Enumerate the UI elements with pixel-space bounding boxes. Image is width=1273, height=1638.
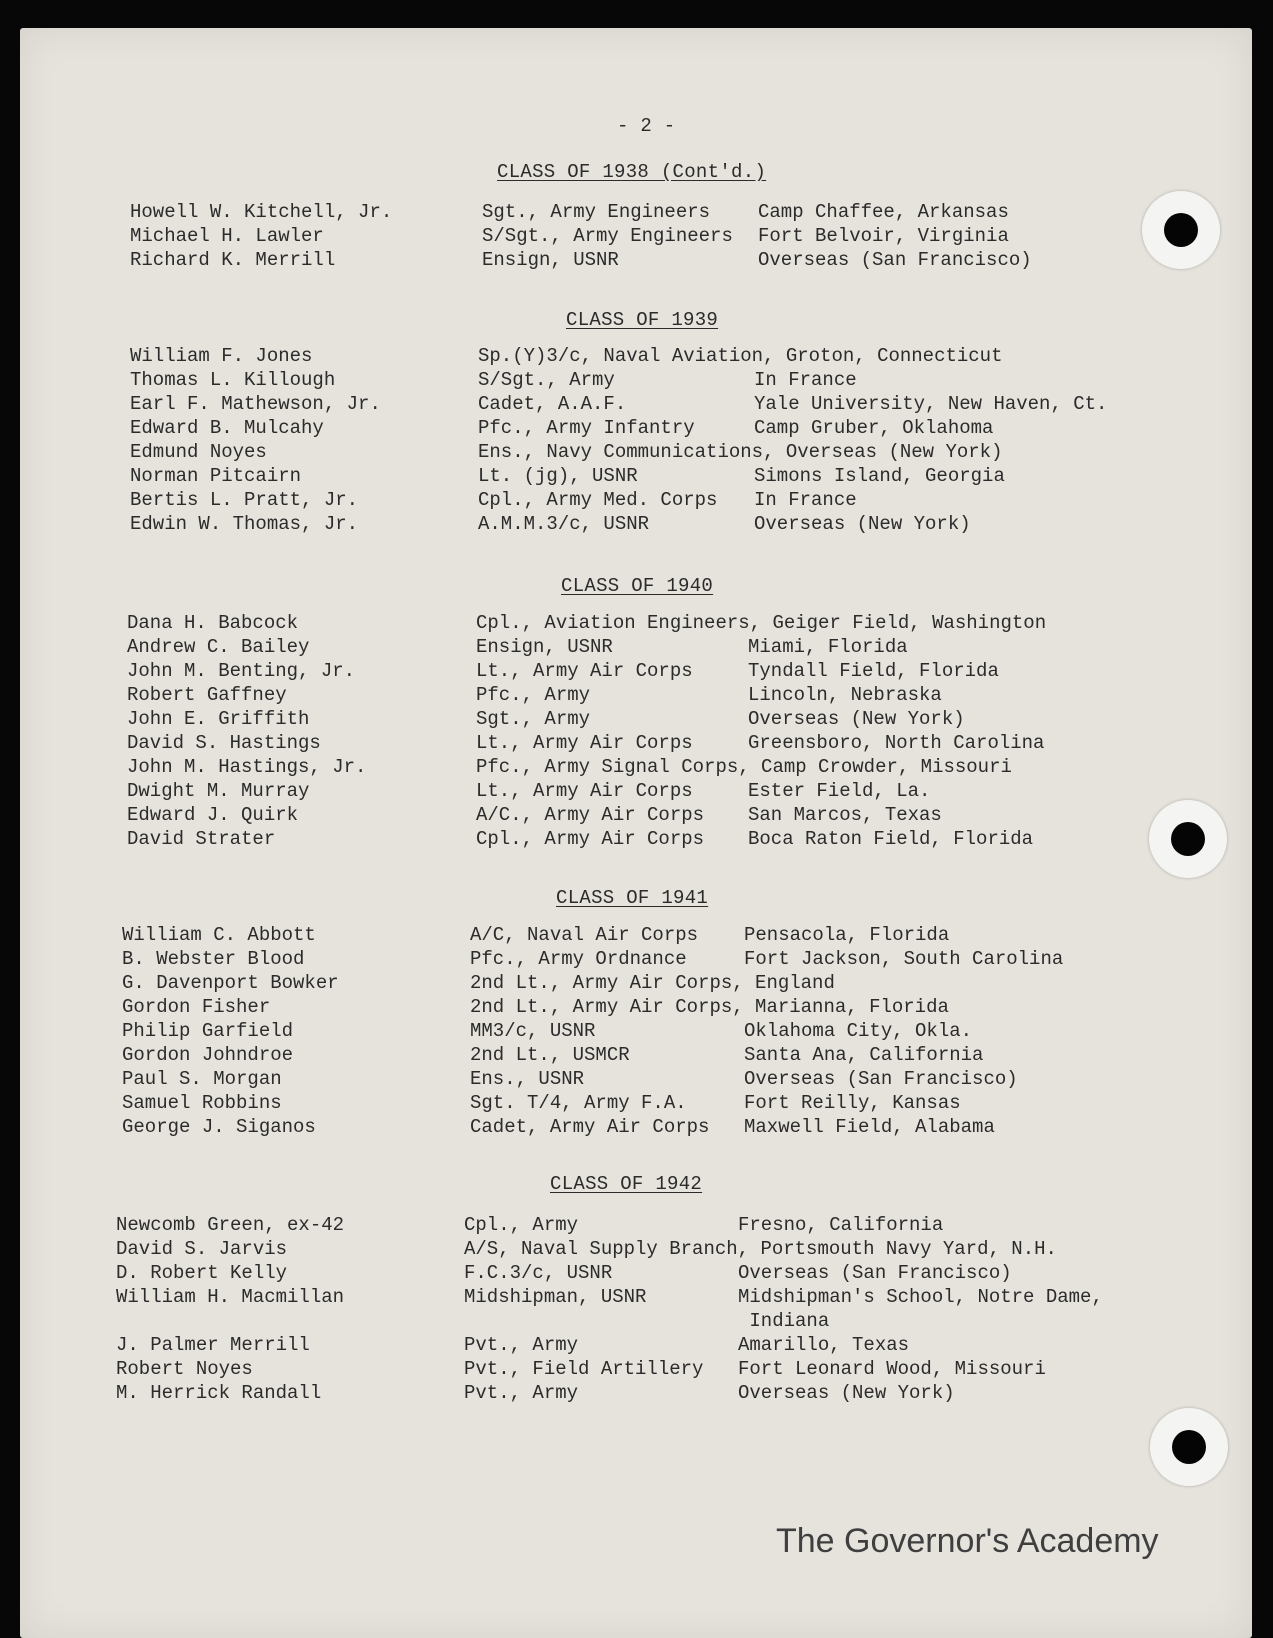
alumni-row — [0, 513, 1200, 537]
alumni-name: David S. Jarvis — [116, 1238, 288, 1260]
alumni-location: Simons Island, Georgia — [754, 465, 1005, 487]
alumni-row — [0, 201, 1200, 225]
alumni-name: John M. Benting, Jr. — [127, 660, 356, 682]
alumni-location: Fresno, California — [738, 1214, 944, 1236]
alumni-location: Camp Chaffee, Arkansas — [758, 201, 1009, 223]
alumni-rank: A/S, Naval Supply Branch, Portsmouth Navy Yard, N.H. — [464, 1238, 1057, 1260]
alumni-row — [0, 924, 1200, 948]
alumni-name: B. Webster Blood — [122, 948, 305, 970]
page-number: - 2 - — [617, 115, 676, 137]
alumni-location: Fort Leonard Wood, Missouri — [738, 1358, 1046, 1380]
alumni-name: D. Robert Kelly — [116, 1262, 288, 1284]
alumni-location: Fort Jackson, South Carolina — [744, 948, 1064, 970]
alumni-location: Tyndall Field, Florida — [748, 660, 999, 682]
alumni-rank: A/C, Naval Air Corps — [470, 924, 699, 946]
alumni-location: Amarillo, Texas — [738, 1334, 910, 1356]
alumni-row — [0, 636, 1200, 660]
alumni-row — [0, 1116, 1200, 1140]
alumni-location: Ester Field, La. — [748, 780, 931, 802]
alumni-location: In France — [754, 489, 857, 511]
alumni-row — [0, 780, 1200, 804]
alumni-row — [0, 1334, 1200, 1358]
alumni-rank: Ensign, USNR — [476, 636, 613, 658]
alumni-location: Miami, Florida — [748, 636, 908, 658]
alumni-location: Pensacola, Florida — [744, 924, 950, 946]
alumni-row — [0, 1238, 1200, 1262]
alumni-location: Camp Gruber, Oklahoma — [754, 417, 994, 439]
alumni-rank: S/Sgt., Army — [478, 369, 615, 391]
alumni-name: David S. Hastings — [127, 732, 321, 754]
alumni-location: Oklahoma City, Okla. — [744, 1020, 973, 1042]
alumni-location: Overseas (San Francisco) — [758, 249, 1032, 271]
alumni-rank: Pvt., Army — [464, 1382, 579, 1404]
class-heading: CLASS OF 1941 — [556, 887, 709, 909]
class-heading: CLASS OF 1939 — [566, 309, 719, 331]
alumni-rank: Pfc., Army Ordnance — [470, 948, 687, 970]
alumni-row — [0, 732, 1200, 756]
alumni-row — [0, 1068, 1200, 1092]
class-heading: CLASS OF 1938 (Cont'd.) — [497, 161, 767, 183]
alumni-name: David Strater — [127, 828, 276, 850]
alumni-row — [0, 465, 1200, 489]
alumni-row — [0, 1382, 1200, 1406]
alumni-rank: Midshipman, USNR — [464, 1286, 647, 1308]
alumni-row — [0, 756, 1200, 780]
alumni-location: Lincoln, Nebraska — [748, 684, 942, 706]
alumni-name: G. Davenport Bowker — [122, 972, 339, 994]
alumni-rank: Pvt., Field Artillery — [464, 1358, 704, 1380]
alumni-name: Edwin W. Thomas, Jr. — [130, 513, 359, 535]
alumni-name: Dwight M. Murray — [127, 780, 310, 802]
alumni-rank: Sp.(Y)3/c, Naval Aviation, Groton, Connecticut — [478, 345, 1003, 367]
alumni-rank: Sgt., Army — [476, 708, 591, 730]
alumni-rank: A/C., Army Air Corps — [476, 804, 705, 826]
alumni-row — [0, 369, 1200, 393]
class-heading: CLASS OF 1942 — [550, 1173, 703, 1195]
alumni-name: William C. Abbott — [122, 924, 316, 946]
alumni-location: Fort Reilly, Kansas — [744, 1092, 961, 1114]
alumni-row — [0, 1358, 1200, 1382]
alumni-location: In France — [754, 369, 857, 391]
alumni-name: Newcomb Green, ex-42 — [116, 1214, 345, 1236]
alumni-rank: Pfc., Army Infantry — [478, 417, 695, 439]
alumni-row — [0, 660, 1200, 684]
alumni-row — [0, 1020, 1200, 1044]
alumni-row — [0, 996, 1200, 1020]
alumni-name: Robert Gaffney — [127, 684, 287, 706]
alumni-rank: Cadet, A.A.F. — [478, 393, 627, 415]
alumni-row — [0, 345, 1200, 369]
alumni-name: Earl F. Mathewson, Jr. — [130, 393, 381, 415]
alumni-name: Dana H. Babcock — [127, 612, 299, 634]
alumni-rank: Cpl., Aviation Engineers, Geiger Field, Washington — [476, 612, 1047, 634]
alumni-name: John E. Griffith — [127, 708, 310, 730]
alumni-rank: Pvt., Army — [464, 1334, 579, 1356]
alumni-rank: Ensign, USNR — [482, 249, 619, 271]
punch-hole — [1150, 1408, 1228, 1486]
alumni-rank: Cadet, Army Air Corps — [470, 1116, 710, 1138]
alumni-name: Philip Garfield — [122, 1020, 294, 1042]
alumni-row — [0, 441, 1200, 465]
alumni-row — [0, 417, 1200, 441]
alumni-name: M. Herrick Randall — [116, 1382, 322, 1404]
alumni-rank: 2nd Lt., USMCR — [470, 1044, 630, 1066]
alumni-rank: Ens., Navy Communications, Overseas (New York) — [478, 441, 1003, 463]
alumni-rank: Lt. (jg), USNR — [478, 465, 638, 487]
class-heading: CLASS OF 1940 — [561, 575, 714, 597]
alumni-rank: Lt., Army Air Corps — [476, 660, 693, 682]
alumni-rank: Cpl., Army Med. Corps — [478, 489, 718, 511]
alumni-rank: Pfc., Army — [476, 684, 591, 706]
alumni-name: Paul S. Morgan — [122, 1068, 282, 1090]
alumni-location: Santa Ana, California — [744, 1044, 984, 1066]
alumni-location: Maxwell Field, Alabama — [744, 1116, 995, 1138]
alumni-location: Fort Belvoir, Virginia — [758, 225, 1009, 247]
alumni-name: Edward J. Quirk — [127, 804, 299, 826]
alumni-row — [0, 1310, 1200, 1334]
alumni-row — [0, 1262, 1200, 1286]
alumni-row — [0, 225, 1200, 249]
alumni-location: Overseas (New York) — [748, 708, 965, 730]
alumni-row — [0, 1286, 1200, 1310]
alumni-location: Overseas (New York) — [754, 513, 971, 535]
alumni-rank: Pfc., Army Signal Corps, Camp Crowder, Missouri — [476, 756, 1012, 778]
alumni-row — [0, 1092, 1200, 1116]
alumni-name: William F. Jones — [130, 345, 313, 367]
alumni-location: San Marcos, Texas — [748, 804, 942, 826]
alumni-name: John M. Hastings, Jr. — [127, 756, 367, 778]
alumni-name: Richard K. Merrill — [130, 249, 336, 271]
alumni-name: Gordon Johndroe — [122, 1044, 294, 1066]
alumni-location: Boca Raton Field, Florida — [748, 828, 1034, 850]
alumni-rank: Lt., Army Air Corps — [476, 780, 693, 802]
alumni-row — [0, 249, 1200, 273]
alumni-rank: S/Sgt., Army Engineers — [482, 225, 733, 247]
alumni-row — [0, 393, 1200, 417]
alumni-rank: F.C.3/c, USNR — [464, 1262, 613, 1284]
alumni-name: Bertis L. Pratt, Jr. — [130, 489, 359, 511]
alumni-row — [0, 804, 1200, 828]
alumni-name: Michael H. Lawler — [130, 225, 324, 247]
alumni-name: Howell W. Kitchell, Jr. — [130, 201, 393, 223]
alumni-rank: Sgt. T/4, Army F.A. — [470, 1092, 687, 1114]
alumni-name: Norman Pitcairn — [130, 465, 302, 487]
alumni-rank: Ens., USNR — [470, 1068, 585, 1090]
alumni-row — [0, 972, 1200, 996]
alumni-name: Thomas L. Killough — [130, 369, 336, 391]
watermark: The Governor's Academy — [776, 1522, 1159, 1560]
alumni-name: Robert Noyes — [116, 1358, 253, 1380]
alumni-row — [0, 708, 1200, 732]
alumni-rank: Sgt., Army Engineers — [482, 201, 711, 223]
alumni-row — [0, 948, 1200, 972]
alumni-name: William H. Macmillan — [116, 1286, 345, 1308]
alumni-rank: Lt., Army Air Corps — [476, 732, 693, 754]
alumni-location: Overseas (San Francisco) — [744, 1068, 1018, 1090]
alumni-row — [0, 1044, 1200, 1068]
alumni-location: Midshipman's School, Notre Dame, — [738, 1286, 1103, 1308]
alumni-name: Edmund Noyes — [130, 441, 267, 463]
alumni-name: J. Palmer Merrill — [116, 1334, 310, 1356]
alumni-location: Yale University, New Haven, Ct. — [754, 393, 1108, 415]
alumni-name: Andrew C. Bailey — [127, 636, 310, 658]
alumni-name: Samuel Robbins — [122, 1092, 282, 1114]
alumni-location: Indiana — [738, 1310, 830, 1332]
alumni-name: George J. Siganos — [122, 1116, 316, 1138]
alumni-row — [0, 828, 1200, 852]
alumni-name: Edward B. Mulcahy — [130, 417, 324, 439]
alumni-location: Overseas (New York) — [738, 1382, 955, 1404]
alumni-rank: Cpl., Army — [464, 1214, 579, 1236]
alumni-rank: MM3/c, USNR — [470, 1020, 596, 1042]
alumni-rank: 2nd Lt., Army Air Corps, England — [470, 972, 835, 994]
alumni-rank: Cpl., Army Air Corps — [476, 828, 705, 850]
alumni-rank: 2nd Lt., Army Air Corps, Marianna, Florida — [470, 996, 949, 1018]
alumni-row — [0, 612, 1200, 636]
alumni-name: Gordon Fisher — [122, 996, 271, 1018]
alumni-rank: A.M.M.3/c, USNR — [478, 513, 650, 535]
alumni-location: Greensboro, North Carolina — [748, 732, 1045, 754]
alumni-row — [0, 684, 1200, 708]
alumni-location: Overseas (San Francisco) — [738, 1262, 1012, 1284]
alumni-row — [0, 1214, 1200, 1238]
alumni-row — [0, 489, 1200, 513]
